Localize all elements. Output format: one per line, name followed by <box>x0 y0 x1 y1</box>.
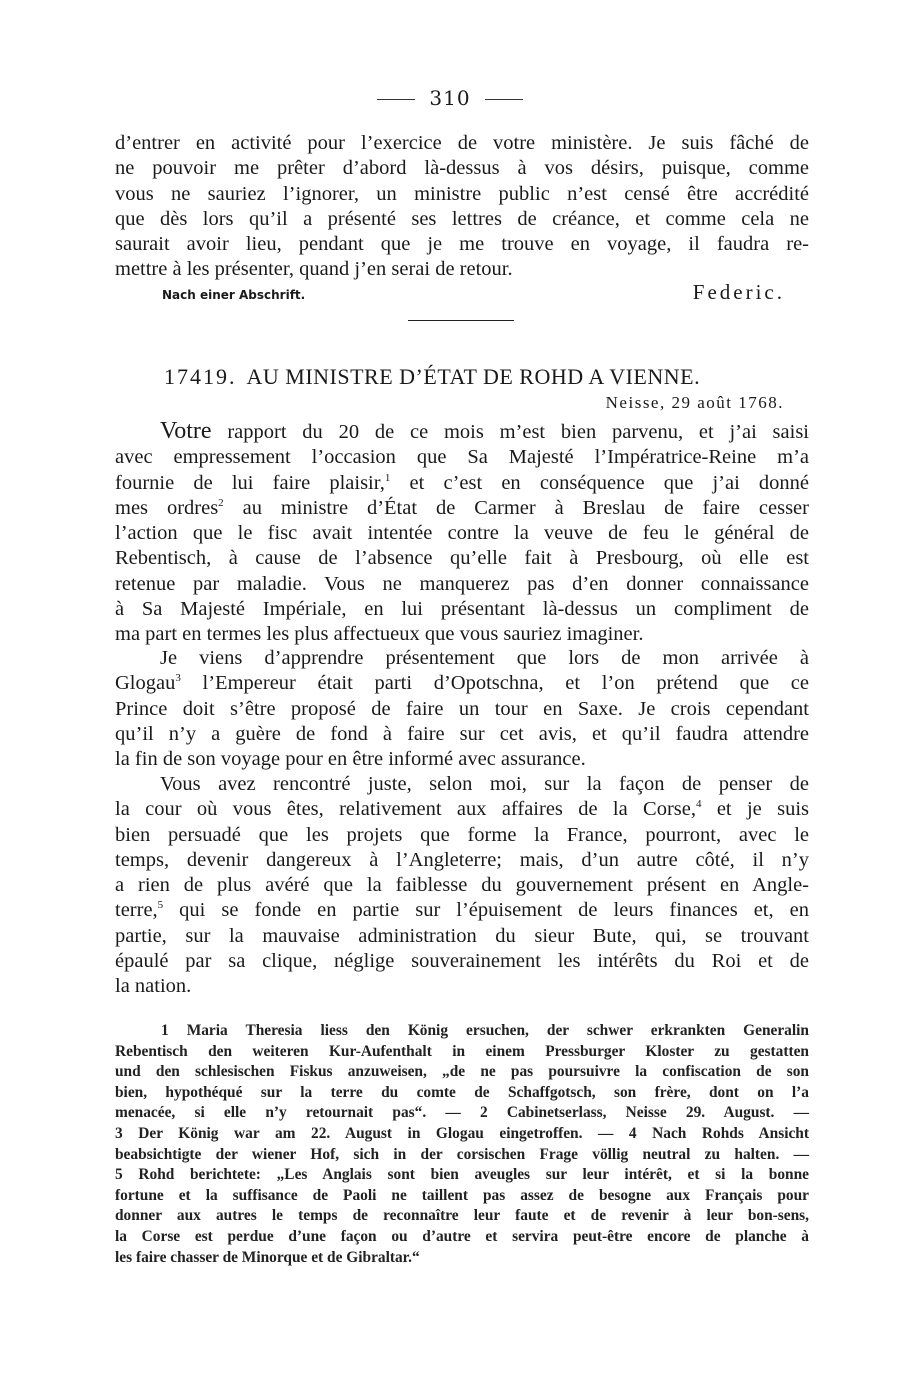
text-line: la nation. <box>115 975 192 998</box>
signature: Federic. <box>692 280 785 304</box>
text-span: et je suis <box>701 798 809 821</box>
text-line: temps, devenir dangereux à l’Angleterre; mais, d’un autre côté, il n’y <box>115 848 809 871</box>
text-line <box>115 471 809 496</box>
text-line: d’entrer en activité pour l’exercice de votre ministère. Je suis fâché de <box>115 132 809 154</box>
first-word: Votre <box>160 418 212 444</box>
body-paragraph-2 <box>115 646 809 772</box>
carryover-paragraph <box>115 131 809 283</box>
letter-heading <box>164 364 784 390</box>
section-divider <box>408 320 514 321</box>
text-line: a rien de plus avéré que la faiblesse du gouvernement présent en Angle- <box>115 874 809 897</box>
footnote-line: bien, hypothéqué sur la terre du comte de Schaffgotsch, son frère, dont on l’a <box>115 1083 809 1101</box>
footnote-ref: 1 <box>384 471 391 484</box>
text-line: retenue par maladie. Vous ne manquerez pas d’en donner connaissance <box>115 572 809 595</box>
letter-number: 17419. <box>164 364 237 389</box>
letter-title: AU MINISTRE D’ÉTAT DE ROHD A VIENNE. <box>246 364 701 389</box>
text-line: partie, sur la mauvaise administration du sieur Bute, qui, se trouvant <box>115 924 809 947</box>
text-line: ne pouvoir me prêter d’abord là-dessus à vos désirs, puisque, comme <box>115 157 809 180</box>
text-span: rapport du 20 de ce mois m’est bien parvenu, et j’ai saisi <box>211 421 809 443</box>
footnote-line: 3 Der König war am 22. August in Glogau eingetroffen. — 4 Nach Rohds Ansicht <box>115 1124 809 1142</box>
text-line: saurait avoir lieu, pendant que je me trouve en voyage, il faudra re- <box>115 233 809 256</box>
text-line <box>115 671 809 696</box>
text-line: Vous avez rencontré juste, selon moi, sur la façon de penser de <box>160 773 809 795</box>
text-span: qui se fonde en partie sur l’épuisement de leurs finances et, en <box>163 899 809 922</box>
body-paragraph-3 <box>115 772 809 1000</box>
footnote-line: la Corse est perdue d’une façon ou d’autre et servira peut-être encore de planche à <box>115 1227 809 1245</box>
text-line: ma part en termes les plus affectueux que vous sauriez imaginer. <box>115 623 644 646</box>
text-line: l’action que le fisc avait intentée contre la veuve de feu le général de <box>115 522 809 545</box>
text-line: vous ne sauriez l’ignorer, un ministre public n’est censé être accrédité <box>115 182 809 205</box>
page-number-rule-right <box>485 99 523 100</box>
footnote-ref: 2 <box>218 496 224 509</box>
text-line: Je viens d’apprendre présentement que lors de mon arrivée à <box>160 647 809 669</box>
footnote-line: und den schlesischen Fiskus anzuweisen, „de ne pas poursuivre la confiscation de son <box>115 1063 809 1081</box>
text-span: mes ordres <box>115 496 219 519</box>
text-line: que dès lors qu’il a présenté ses lettres de créance, et comme cela ne <box>115 207 809 230</box>
page-number <box>0 86 900 110</box>
text-line: à Sa Majesté Impériale, en lui présentant là-dessus un compliment de <box>115 598 809 621</box>
text-line: la fin de son voyage pour en être informé avec assurance. <box>115 748 586 771</box>
footnotes <box>115 1021 809 1268</box>
body-paragraph-1 <box>115 419 809 648</box>
text-span: fournie de lui faire plaisir, <box>115 471 385 494</box>
footnote-line: beabsichtigte der wiener Hof, sich in der corsischen Frage völlig neutral zu halten. — <box>115 1145 809 1163</box>
footnote-line: menacée, si elle n’y retournait pas“. — 2 Cabinetserlass, Neisse 29. August. — <box>115 1104 809 1122</box>
footnote-line: 1 Maria Theresia liess den König ersuchen, der schwer erkrankten Generalin <box>161 1022 809 1039</box>
footnote-ref: 3 <box>175 672 181 685</box>
text-span: l’Empereur était parti d’Opotschna, et l’on prétend que ce <box>180 672 809 695</box>
text-span: terre, <box>115 899 158 922</box>
footnote-ref: 5 <box>157 899 164 912</box>
text-line: épaulé par sa clique, néglige souverainement les intérêts du Roi et de <box>115 950 809 973</box>
text-line: Rebentisch, à cause de l’absence qu’elle fait à Presbourg, où elle est <box>115 547 809 570</box>
source-note: Nach einer Abschrift. <box>162 288 306 302</box>
text-span: au ministre d’État de Carmer à Breslau de faire cesser <box>223 496 809 519</box>
footnote-ref: 4 <box>696 798 702 811</box>
text-span: la cour où vous êtes, relativement aux affaires de la Corse, <box>115 798 696 821</box>
text-line: mettre à les présenter, quand j’en serai de retour. <box>115 258 513 281</box>
footnote-line: 5 Rohd berichtete: „Les Anglais sont bien aveugles sur leur intérêt, et si la bonne <box>115 1166 809 1184</box>
footnote-line: fortune et la suffisance de Paoli ne taillent pas assez de besogne aux Français pour <box>115 1186 809 1204</box>
text-line <box>115 797 809 822</box>
text-span: et c’est en conséquence que j’ai donné <box>390 471 810 494</box>
text-line: avec empressement l’occasion que Sa Majesté l’Impératrice-Reine m’a <box>115 446 809 469</box>
text-line <box>115 898 809 923</box>
page-number-rule-left <box>377 99 415 100</box>
closing-row <box>162 280 789 308</box>
footnote-line: Rebentisch den weiteren Kur-Aufenthalt in einem Pressburger Kloster zu gestatten <box>115 1042 809 1060</box>
page-number-text: 310 <box>429 86 471 110</box>
text-line <box>115 496 809 521</box>
footnote-line: les faire chasser de Minorque et de Gibraltar.“ <box>115 1248 420 1266</box>
text-line: Prince doit s’être proposé de faire un tour en Saxe. Je crois cependant <box>115 697 809 720</box>
dateline: Neisse, 29 août 1768. <box>605 393 784 412</box>
text-line: bien persuadé que les projets que forme la France, pourront, avec le <box>115 823 809 846</box>
text-span: Glogau <box>115 672 176 695</box>
text-line: qu’il n’y a guère de fond à faire sur cet avis, et qu’il faudra attendre <box>115 722 809 745</box>
text-line <box>115 419 809 445</box>
footnote-line: donner aux autres le temps de reconnaître leur faute et de revenir à leur bon-sens, <box>115 1207 809 1225</box>
